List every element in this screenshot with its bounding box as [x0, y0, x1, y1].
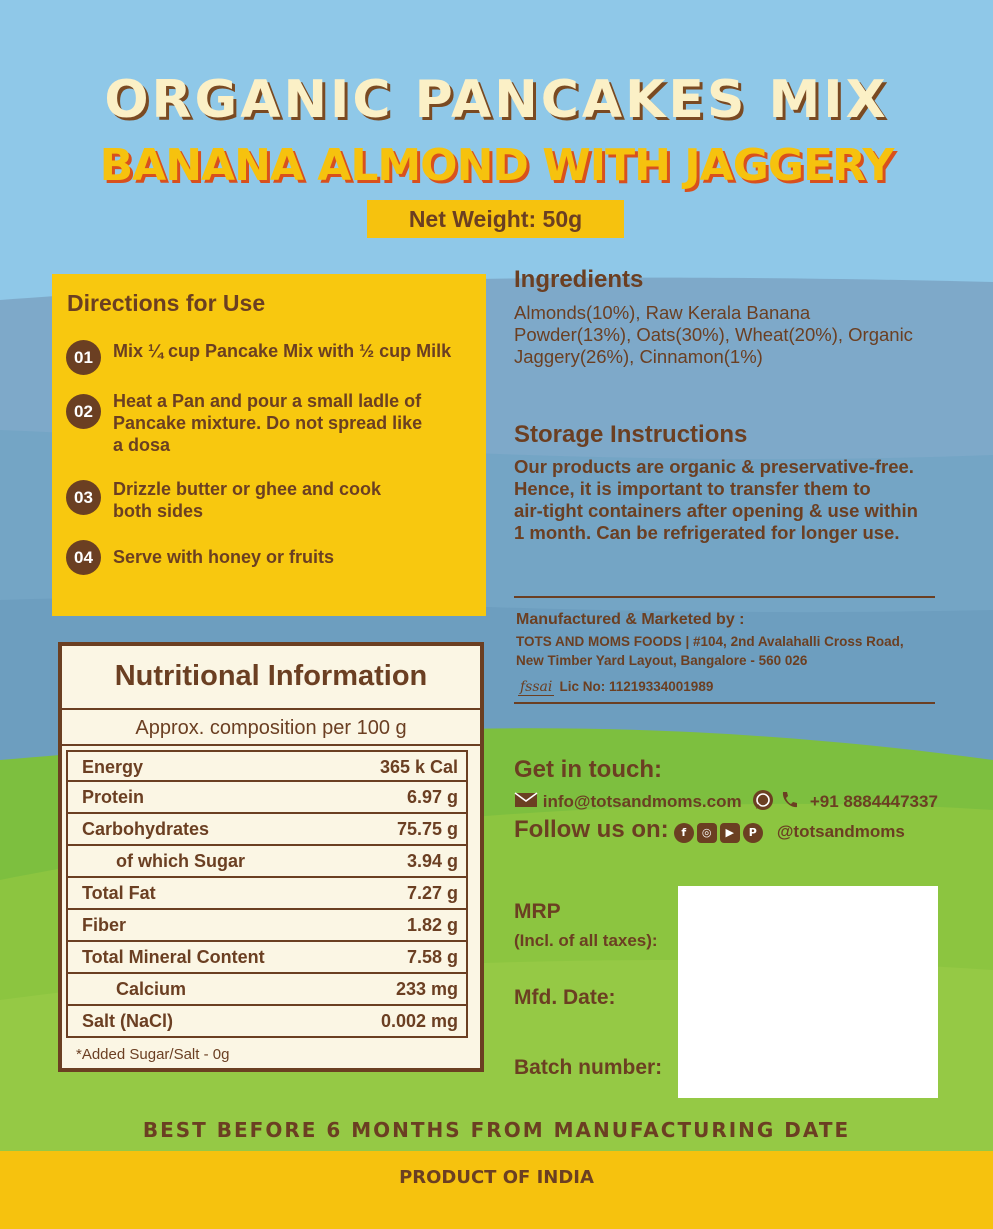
contact-heading: Get in touch:: [514, 756, 662, 783]
table-row: [66, 750, 468, 782]
mfd-date-label: Mfd. Date:: [514, 986, 616, 1009]
ingredients-line: Jaggery(26%), Cinnamon(1%): [514, 346, 763, 367]
youtube-icon[interactable]: ▶: [720, 823, 740, 843]
storage-line: Our products are organic & preservative-free.: [514, 456, 914, 477]
nutrient-value: 75.75 g: [396, 819, 458, 839]
fssai-license: [518, 676, 713, 696]
license-number: Lic No: 11219334001989: [559, 679, 714, 694]
mrp-label: MRP: [514, 900, 561, 923]
ingredients-heading: Ingredients: [514, 266, 644, 293]
nutrient-value: 0.002 mg: [380, 1011, 458, 1031]
net-weight-badge: Net Weight: 50g: [367, 200, 624, 238]
step-number: 01: [66, 340, 101, 375]
nutrition-basis: Approx. composition per 100 g: [62, 708, 480, 746]
divider: [514, 596, 935, 598]
ingredients-line: Almonds(10%), Raw Kerala Banana: [514, 302, 811, 323]
nutrient-label: Total Fat: [82, 883, 156, 903]
nutrient-label: Carbohydrates: [82, 819, 210, 839]
directions-heading: Directions for Use: [67, 290, 266, 316]
table-row: [66, 910, 468, 942]
instagram-icon[interactable]: ◎: [697, 823, 717, 843]
ingredients-text: [514, 302, 954, 368]
directions-panel: [52, 274, 486, 616]
nutrient-label: Total Mineral Content: [82, 947, 265, 967]
phone-number[interactable]: +91 8884447337: [809, 791, 938, 811]
storage-line: air-tight containers after opening & use within: [514, 500, 918, 521]
batch-number-label: Batch number:: [514, 1056, 663, 1079]
table-row: [66, 1006, 468, 1038]
facebook-icon[interactable]: f: [674, 823, 694, 843]
address-line: TOTS AND MOMS FOODS | #104, 2nd Avalahalli Cross Road,: [516, 634, 904, 649]
address-line: New Timber Yard Layout, Bangalore - 560 026: [516, 653, 808, 668]
nutrient-value: 7.27 g: [406, 883, 458, 903]
table-row: [66, 974, 468, 1006]
storage-text: [514, 456, 954, 544]
ingredients-line: Powder(13%), Oats(30%), Wheat(20%), Organic: [514, 324, 913, 345]
nutrient-label: Energy: [82, 757, 144, 777]
nutrient-label: Protein: [82, 787, 145, 807]
divider: [514, 702, 935, 704]
follow-label: Follow us on:: [514, 816, 669, 843]
step-number: 03: [66, 480, 101, 515]
manufacturer-heading: Manufactured & Marketed by :: [516, 611, 745, 628]
social-line: [514, 816, 905, 844]
nutrition-heading: Nutritional Information: [114, 660, 428, 692]
pinterest-icon[interactable]: P: [743, 823, 763, 843]
table-row: [66, 878, 468, 910]
storage-line: 1 month. Can be refrigerated for longer use.: [514, 522, 900, 543]
mrp-tax-note: (Incl. of all taxes):: [514, 931, 658, 950]
nutrient-label: Fiber: [82, 915, 127, 935]
nutrition-table: [58, 642, 484, 1072]
origin-text: PRODUCT OF INDIA: [399, 1167, 594, 1188]
step-text: Drizzle butter or ghee and cook both sides: [113, 479, 382, 521]
step-number: 04: [66, 540, 101, 575]
storage-line: Hence, it is important to transfer them to: [514, 478, 871, 499]
storage-heading: Storage Instructions: [514, 421, 748, 448]
table-row: [66, 814, 468, 846]
nutrition-footnote: *Added Sugar/Salt - 0g: [76, 1046, 230, 1063]
social-handle[interactable]: @totsandmoms: [776, 822, 905, 841]
table-row: [66, 782, 468, 814]
phone-icon: [779, 790, 799, 815]
footer-band: [0, 1151, 993, 1229]
nutrient-value: 7.58 g: [406, 947, 458, 967]
print-area-box: [678, 886, 938, 1098]
nutrient-value: 6.97 g: [406, 787, 458, 807]
nutrient-label: Salt (NaCl): [82, 1011, 174, 1031]
step-text: Serve with honey or fruits: [113, 547, 335, 567]
contact-line: [514, 789, 938, 816]
product-subtitle: BANANA ALMOND WITH JAGGERY: [99, 140, 894, 191]
manufacturer-address: [516, 632, 956, 670]
step-text: Mix ¼ cup Pancake Mix with ½ cup Milk: [113, 341, 452, 361]
nutrient-value: 233 mg: [395, 979, 458, 999]
step-text: Heat a Pan and pour a small ladle of Pancake mixture. Do not spread like a dosa: [113, 391, 423, 455]
whatsapp-icon: [752, 789, 774, 816]
nutrient-value: 365 k Cal: [379, 757, 458, 777]
nutrient-value: 1.82 g: [406, 915, 458, 935]
nutrient-label: of which Sugar: [116, 851, 246, 871]
best-before-text: BEST BEFORE 6 MONTHS FROM MANUFACTURING DATE: [142, 1118, 851, 1142]
fssai-logo: fssai: [520, 679, 553, 695]
nutrient-value: 3.94 g: [406, 851, 458, 871]
table-row: [66, 846, 468, 878]
step-number: 02: [66, 394, 101, 429]
email-link[interactable]: info@totsandmoms.com: [542, 791, 742, 811]
mail-icon: [514, 792, 538, 813]
nutrient-label: Calcium: [116, 979, 187, 999]
product-title: ORGANIC PANCAKES MIX: [104, 70, 889, 130]
table-row: [66, 942, 468, 974]
